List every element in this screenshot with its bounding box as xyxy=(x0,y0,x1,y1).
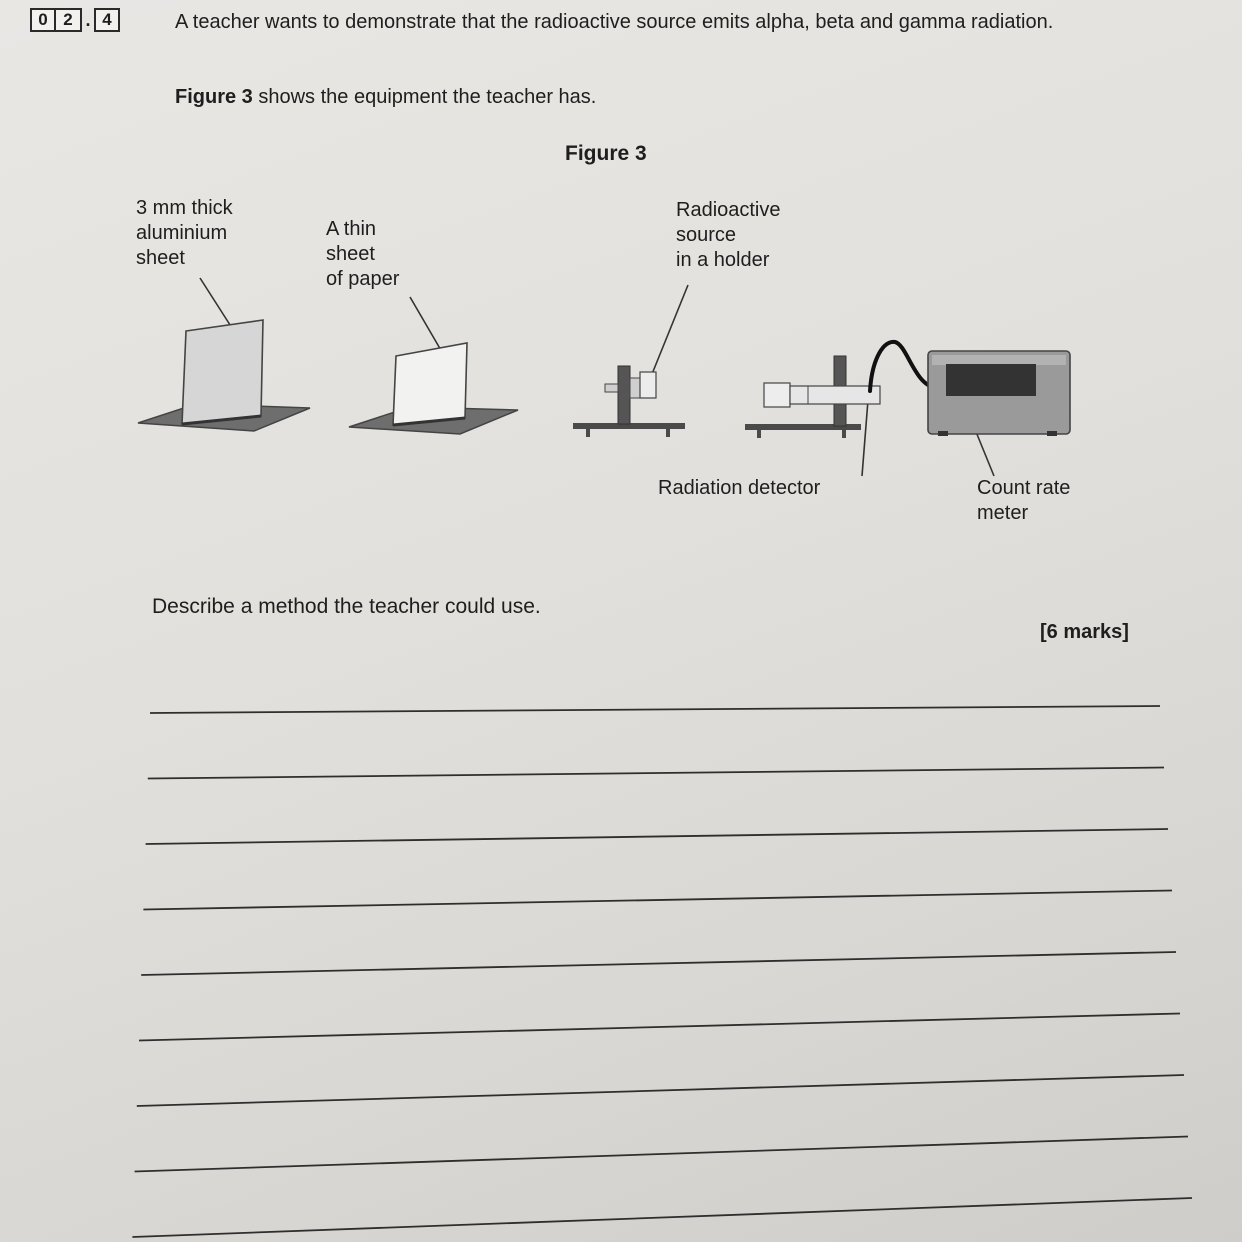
leader-line-paper xyxy=(410,297,442,352)
answer-line xyxy=(137,1075,1184,1106)
aluminium-sheet-icon xyxy=(138,320,310,431)
label-radiation-detector: Radiation detector xyxy=(658,477,821,499)
marks-label: [6 marks] xyxy=(1040,621,1129,643)
answer-line xyxy=(139,1014,1180,1041)
answer-line xyxy=(135,1137,1188,1172)
question-number-box-1: 0 xyxy=(30,8,56,32)
leader-line-detector xyxy=(862,400,868,476)
question-number-box-3: 4 xyxy=(94,8,120,32)
question-number-box-2: 2 xyxy=(56,8,82,32)
paper-sheet-icon xyxy=(349,343,518,434)
radioactive-source-icon xyxy=(573,366,685,437)
figure-title: Figure 3 xyxy=(565,142,647,165)
answer-line xyxy=(141,952,1176,975)
count-rate-meter-icon xyxy=(928,351,1070,436)
question-number-separator: . xyxy=(85,9,91,30)
answer-line xyxy=(143,891,1172,910)
question-intro: A teacher wants to demonstrate that the radioactive source emits alpha, beta and gamma radiation. xyxy=(175,11,1054,33)
answer-line xyxy=(146,829,1168,844)
label-paper-sheet: A thin sheet of paper xyxy=(326,218,400,290)
figure-reference-rest: shows the equipment the teacher has. xyxy=(252,86,597,108)
answer-line xyxy=(132,1198,1192,1237)
answer-lines xyxy=(132,706,1192,1237)
leader-line-source xyxy=(652,285,688,374)
label-radioactive-source: Radioactive source in a holder xyxy=(676,199,781,271)
leader-line-aluminium xyxy=(200,278,232,328)
label-aluminium-sheet: 3 mm thick aluminium sheet xyxy=(136,197,233,269)
task-instruction: Describe a method the teacher could use. xyxy=(152,595,541,618)
answer-line xyxy=(150,706,1160,713)
radiation-detector-icon xyxy=(745,356,880,438)
answer-line xyxy=(148,768,1164,779)
figure-reference-bold: Figure 3 xyxy=(175,86,253,108)
label-count-rate-meter: Count rate meter xyxy=(977,477,1071,524)
